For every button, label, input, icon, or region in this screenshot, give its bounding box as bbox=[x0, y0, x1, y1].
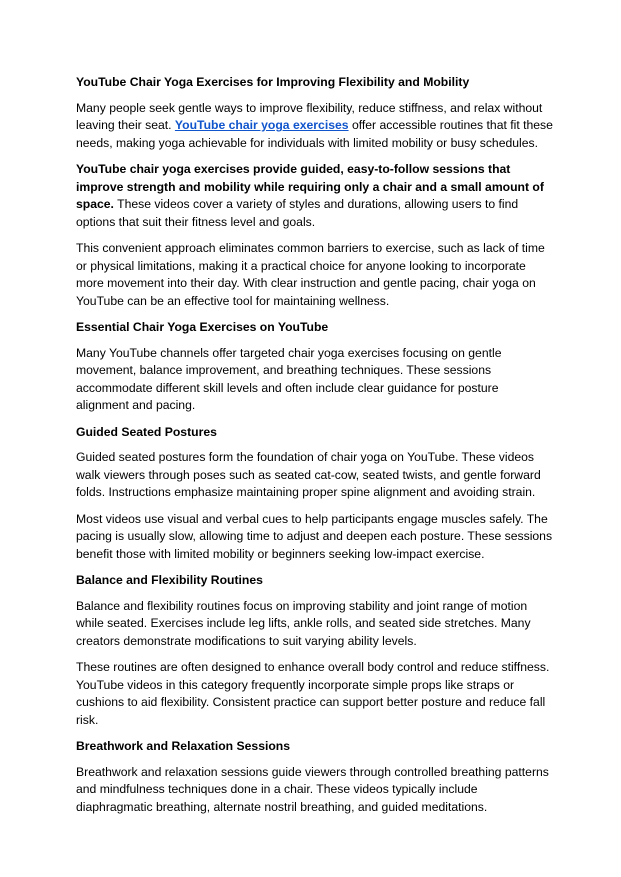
document-body bbox=[76, 74, 554, 825]
chair-yoga-link[interactable]: YouTube chair yoga exercises bbox=[174, 118, 349, 132]
convenient-paragraph: This convenient approach eliminates common barriers to exercise, such as lack of time or physical limitations, making it a practical choice for anyone looking to incorporate more movement into their day. With clear instruction and gentle pacing, chair yoga on YouTube can be an effective tool for maintaining wellness. bbox=[76, 241, 545, 308]
section-heading-guided: Guided Seated Postures bbox=[76, 424, 217, 439]
intro-text-before: Many people seek gentle ways to improve flexibility, reduce stiffness, and relax without leaving their seat. bbox=[76, 100, 543, 132]
section-heading-essential: Essential Chair Yoga Exercises on YouTube bbox=[76, 320, 329, 334]
summary-paragraph bbox=[76, 161, 554, 231]
intro-paragraph bbox=[76, 100, 554, 153]
section-paragraph: These routines are often designed to enhance overall body control and reduce stiffness. YouTube videos in this category frequently incorporate simple props like straps or cushions to aid flexibility. Consistent practice can support better posture and reduce fall risk. bbox=[76, 660, 550, 727]
page-title: YouTube Chair Yoga Exercises for Improving Flexibility and Mobility bbox=[76, 75, 470, 89]
section-paragraph: Balance and flexibility routines focus on improving stability and joint range of motion while seated. Exercises include leg lifts, ankle rolls, and seated side stretches. Many creators demonstrate modifications to suit varying ability levels. bbox=[76, 598, 531, 648]
section-heading-breathwork: Breathwork and Relaxation Sessions bbox=[76, 739, 291, 753]
section-paragraph: Guided seated postures form the foundation of chair yoga on YouTube. These videos walk viewers through poses such as seated cat-cow, seated twists, and gentle forward folds. Instructions emphasize maintaining proper spine alignment and avoiding strain. bbox=[76, 450, 541, 499]
summary-bold-text: YouTube chair yoga exercises provide guided, easy-to-follow sessions that improve strength and mobility while requiring only a chair and a small amount of space. bbox=[76, 162, 544, 211]
section-paragraph: Many YouTube channels offer targeted chair yoga exercises focusing on gentle movement, balance improvement, and breathing techniques. These sessions accommodate different skill levels and often include clear guidance for posture alignment and pacing. bbox=[76, 345, 502, 412]
section-paragraph: Breathwork and relaxation sessions guide viewers through controlled breathing patterns and mindfulness techniques done in a chair. These videos typically include diaphragmatic breathing, alternate nostril breathing, and guided meditations. bbox=[76, 764, 549, 814]
section-paragraph: Most videos use visual and verbal cues to help participants engage muscles safely. The pacing is usually slow, allowing time to adjust and deepen each posture. These sessions benefit those with limited mobility or beginners seeking low-impact exercise. bbox=[76, 511, 553, 561]
section-heading-balance: Balance and Flexibility Routines bbox=[76, 573, 263, 587]
summary-text: These videos cover a variety of styles and durations, allowing users to find options that suit their fitness level and goals. bbox=[76, 197, 519, 229]
intro-text-after: offer accessible routines that fit these needs, making yoga achievable for individuals with limited mobility or busy schedules. bbox=[76, 118, 553, 150]
